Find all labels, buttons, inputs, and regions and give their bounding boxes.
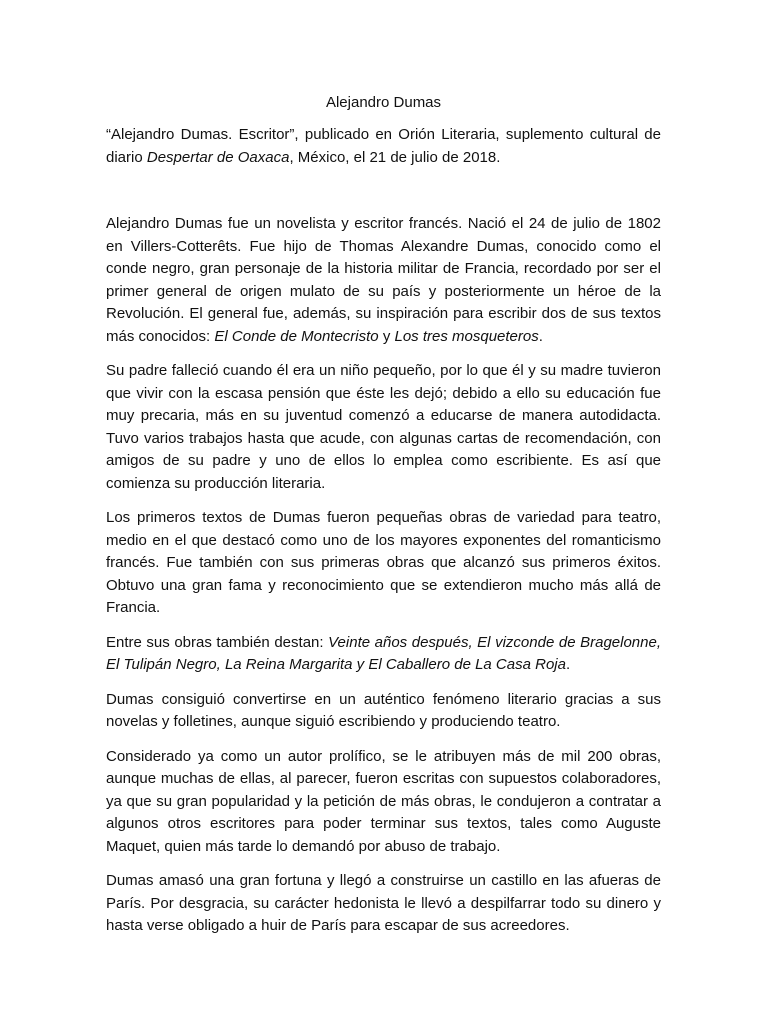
work-title: El Conde de Montecristo — [214, 327, 379, 345]
works-list: Veinte años después, El vizconde de Bragelonne, El Tulipán Negro, La Reina Margarita y El Caballero de La Casa Roja — [106, 633, 661, 673]
paragraph-fortune: Dumas amasó una gran fortuna y llegó a construirse un castillo en las afueras de París. Por desgracia, su carácter hedonista le llevó a despilfarrar todo su dinero y hasta verse obligado a huir de París para escapar de sus acreedores. — [106, 872, 661, 934]
paragraph-works-list — [106, 632, 661, 677]
paragraph-prolific-author: Considerado ya como un autor prolífico, se le atribuyen más de mil 200 obras, aunque muchas de ellas, al parecer, fueron escritas con supuestos colaboradores, ya que su gran popularidad y la petición de más obras, le condujeron a contratar a algunos otros escritores para poder terminar sus textos, tales como Auguste Maquet, quien más tarde lo demandó por abuso de trabajo. — [106, 747, 661, 855]
citation-paragraph — [106, 124, 661, 169]
paragraph-early-works: Los primeros textos de Dumas fueron pequeñas obras de variedad para teatro, medio en el que destacó como uno de los mayores exponentes del romanticismo francés. Fue también con sus primeras obras que alcanzó sus primeros éxitos. Obtuvo una gran fama y reconocimiento que se extendieron mucho más allá de Francia. — [106, 509, 661, 616]
paragraph-literary-phenomenon: Dumas consiguió convertirse en un auténtico fenómeno literario gracias a sus novelas y folletines, aunque siguió escribiendo y produciendo teatro. — [106, 690, 661, 730]
paragraph-text: Alejandro Dumas fue un novelista y escritor francés. Nació el 24 de julio de 1802 en Villers-Cotterêts. Fue hijo de Thomas Alexandre Dumas, conocido como el conde negro, gran personaje de la historia militar de Francia, recordado por ser el primer general de origen mulato de su país y posteriormente un héroe de la Revolución. El general fue, además, su inspiración para escribir dos de sus textos más conocidos: — [106, 215, 661, 345]
document-page — [106, 92, 661, 950]
citation-text: “Alejandro Dumas. Escritor”, publicado en Orión Literaria, suplemento cultural de diario — [106, 126, 661, 166]
page-title: Alejandro Dumas — [325, 94, 442, 111]
paragraph-text: Entre sus obras también destan: — [106, 633, 329, 651]
connector-text: y — [378, 327, 395, 345]
newspaper-name: Despertar de Oaxaca — [146, 148, 290, 166]
citation-date: , México, el 21 de julio de 2018. — [289, 148, 501, 166]
paragraph-end: . — [565, 656, 571, 673]
paragraph-biography-intro — [106, 213, 661, 348]
paragraph-childhood: Su padre falleció cuando él era un niño pequeño, por lo que él y su madre tuvieron que vivir con la escasa pensión que éste les dejó; debido a ello su educación fue muy precaria, más en su juventud comenzó a educarse de manera autodidacta. Tuvo varios trabajos hasta que acude, con algunas cartas de recomendación, con amigos de su padre y uno de ellos lo emplea como escribiente. Es así que comienza su producción literaria. — [106, 362, 661, 492]
paragraph-end: . — [538, 327, 543, 345]
work-title: Los tres mosqueteros — [394, 327, 539, 345]
